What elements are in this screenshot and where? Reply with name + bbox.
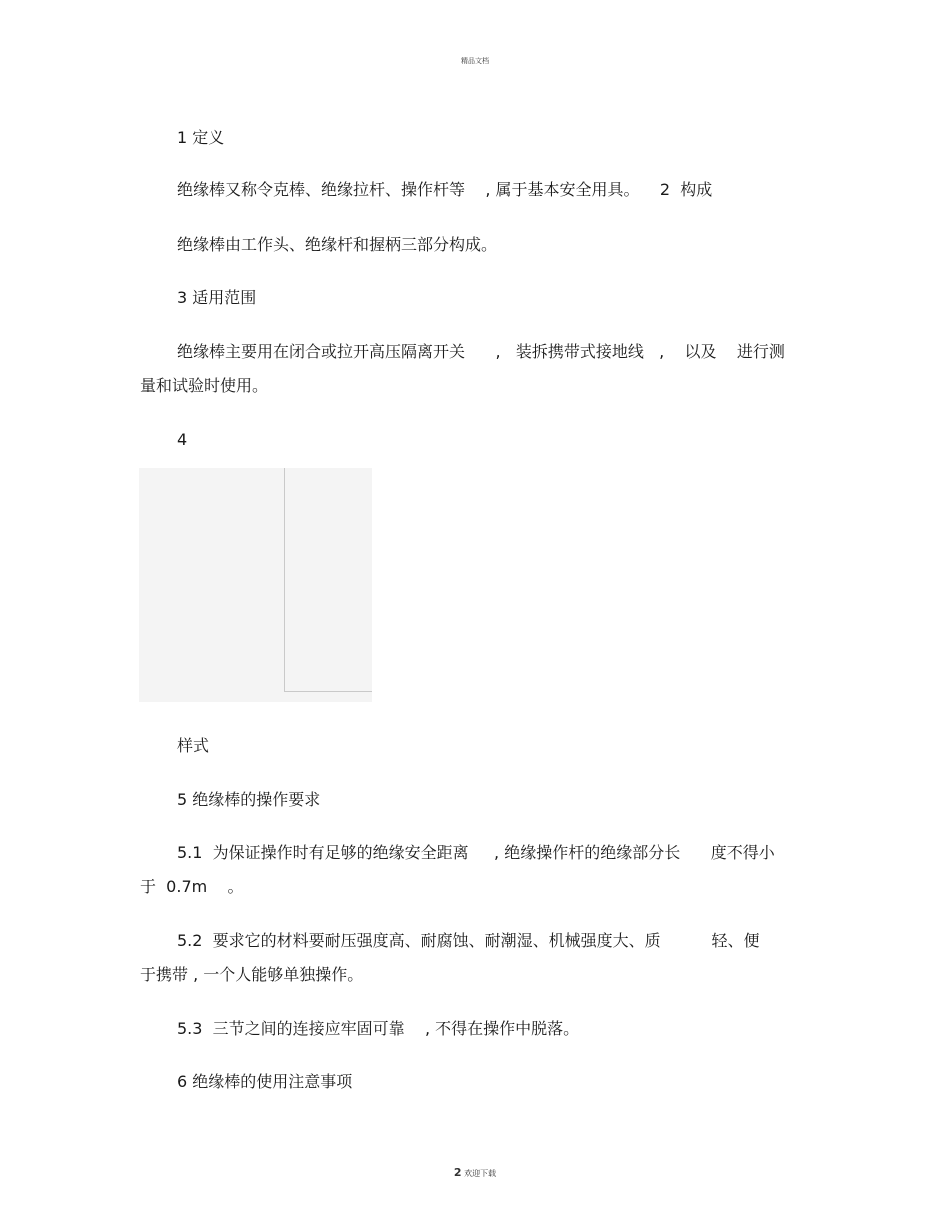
page-header: 精品文档 (461, 57, 489, 65)
page-footer (0, 1166, 950, 1179)
insulating-rod-figure (139, 468, 372, 702)
section-5-heading: 5 绝缘棒的操作要求 (177, 790, 321, 809)
page-number: 2 (453, 1166, 462, 1179)
footer-text: 欢迎下载 (464, 1169, 497, 1178)
paragraph-5-2-line2: 于携带 , 一个人能够单独操作。 (140, 965, 364, 984)
paragraph-5-3: 5.3 三节之间的连接应牢固可靠 , 不得在操作中脱落。 (177, 1019, 580, 1038)
paragraph-scope-line1: 绝缘棒主要用在闭合或拉开高压隔离开关 , 装拆携带式接地线 , 以及 进行测 (177, 342, 785, 361)
section-6-heading: 6 绝缘棒的使用注意事项 (177, 1072, 353, 1091)
paragraph-scope-line2: 量和试验时使用。 (140, 376, 269, 395)
section-4-heading: 4 (177, 430, 188, 449)
figure-border-vertical (284, 468, 285, 692)
figure-caption: 样式 (177, 736, 210, 755)
paragraph-structure: 绝缘棒由工作头、绝缘杆和握柄三部分构成。 (177, 235, 498, 254)
paragraph-5-1-line1: 5.1 为保证操作时有足够的绝缘安全距离 , 绝缘操作杆的绝缘部分长 度不得小 (177, 843, 775, 862)
section-1-heading: 1 定义 (177, 128, 225, 147)
paragraph-5-1-line2: 于 0.7m 。 (140, 877, 244, 896)
figure-border-horizontal (284, 691, 372, 692)
paragraph-5-2-line1: 5.2 要求它的材料要耐压强度高、耐腐蚀、耐潮湿、机械强度大、质 轻、便 (177, 931, 760, 950)
section-3-heading: 3 适用范围 (177, 288, 257, 307)
paragraph-definition: 绝缘棒又称令克棒、绝缘拉杆、操作杆等 , 属于基本安全用具。 2 构成 (177, 180, 713, 199)
